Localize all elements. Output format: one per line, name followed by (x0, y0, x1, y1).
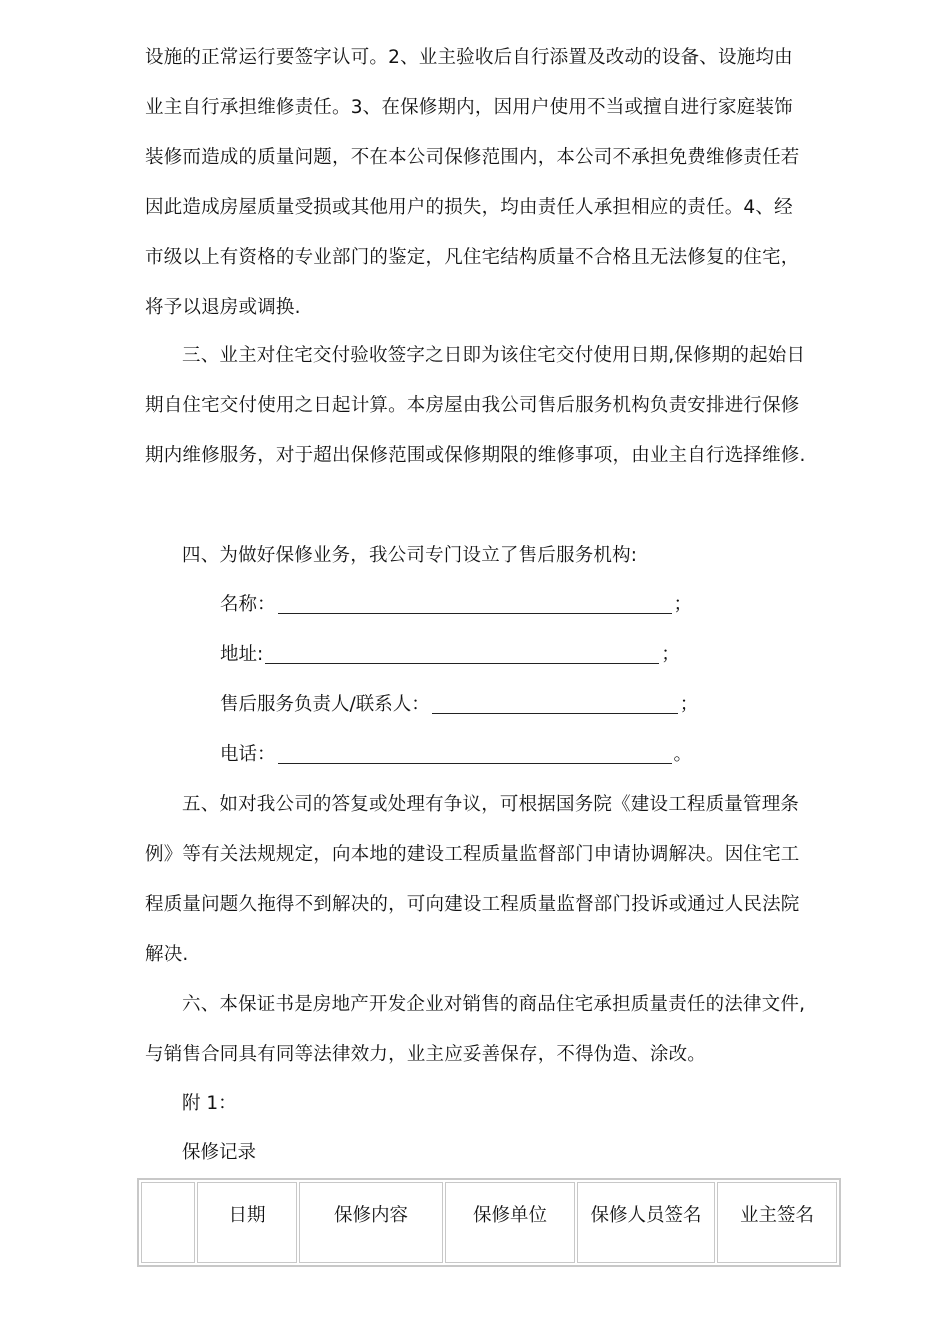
paragraph-clause-3: 三、业主对住宅交付验收签字之日即为该住宅交付使用日期,保修期的起始日期自住宅交付使用之日起计算。本房屋由我公司售后服务机构负责安排进行保修期内维修服务，对于超出保修范围或保修期限的维修事项，由业主自行选择维修. (145, 345, 806, 466)
attachment-label: 附 1： (182, 1093, 237, 1114)
table-header-cell: 保修单位 (445, 1182, 575, 1263)
table-header-cell: 日期 (197, 1182, 297, 1263)
field-phone-label: 电话： (220, 744, 276, 765)
table-header-cell: 业主签名 (717, 1182, 837, 1263)
name-blank-line[interactable] (278, 593, 672, 614)
contact-blank-line[interactable] (432, 693, 678, 714)
paragraph-clause-5: 五、如对我公司的答复或处理有争议，可根据国务院《建设工程质量管理条例》等有关法规规定，向本地的建设工程质量监督部门申请协调解决。因住宅工程质量问题久拖得不到解决的，可向建设工程质量监督部门投诉或通过人民法院解决. (145, 794, 800, 965)
field-contact: 售后服务负责人/联系人： ； (220, 694, 699, 715)
paragraph-clause-4: 四、为做好保修业务，我公司专门设立了售后服务机构: (182, 545, 638, 566)
table-header-cell: 保修内容 (299, 1182, 443, 1263)
table-header-row (141, 1182, 837, 1263)
table-header-cell: 保修人员签名 (577, 1182, 715, 1263)
paragraph-clause-2: 设施的正常运行要签字认可。2、业主验收后自行添置及改动的设备、设施均由业主自行承担维修责任。3、在保修期内，因用户使用不当或擅自进行家庭装饰装修而造成的质量问题，不在本公司保修范围内，本公司不承担免费维修责任若因此造成房屋质量受损或其他用户的损失，均由责任人承担相应的责任。4、经市级以上有资格的专业部门的鉴定，凡住宅结构质量不合格且无法修复的住宅，将予以退房或调换. (145, 47, 800, 318)
field-address-label: 地址: (220, 644, 264, 665)
phone-blank-line[interactable] (278, 743, 672, 764)
field-name-label: 名称： (220, 594, 276, 615)
table-header-cell (141, 1182, 195, 1263)
record-title: 保修记录 (182, 1142, 257, 1163)
field-address: 地址: ； (220, 644, 680, 665)
field-phone: 电话： 。 (220, 744, 693, 765)
paragraph-clause-6: 六、本保证书是房地产开发企业对销售的商品住宅承担质量责任的法律文件,与销售合同具有同等法律效力，业主应妥善保存，不得伪造、涂改。 (145, 994, 806, 1065)
field-name: 名称： ； (220, 594, 693, 615)
maintenance-record-table (137, 1178, 841, 1267)
field-contact-label: 售后服务负责人/联系人： (220, 694, 430, 715)
address-blank-line[interactable] (265, 643, 659, 664)
